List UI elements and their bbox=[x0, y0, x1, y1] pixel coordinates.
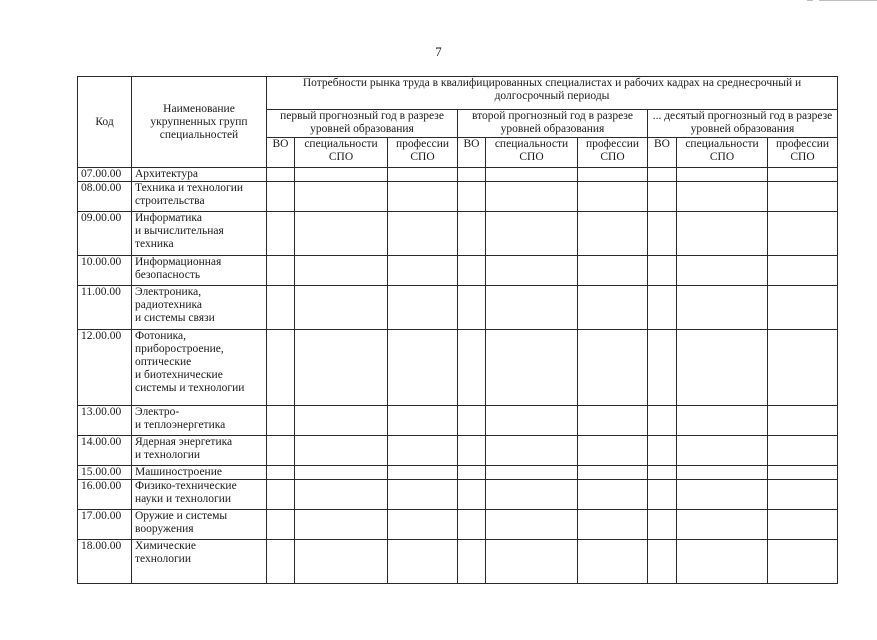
table-row bbox=[78, 212, 838, 256]
empty-value-cell bbox=[295, 510, 388, 540]
row-specialty-name: Информационная безопасность bbox=[132, 256, 267, 286]
empty-value-cell bbox=[458, 256, 486, 286]
empty-value-cell bbox=[295, 212, 388, 256]
empty-value-cell bbox=[388, 510, 458, 540]
empty-value-cell bbox=[677, 212, 768, 256]
row-specialty-name: Оружие и системы вооружения bbox=[132, 510, 267, 540]
empty-value-cell bbox=[388, 212, 458, 256]
header-specialty-group: Наименование укрупненных групп специальностей bbox=[132, 77, 267, 168]
empty-value-cell bbox=[768, 466, 838, 480]
empty-value-cell bbox=[768, 480, 838, 510]
empty-value-cell bbox=[677, 256, 768, 286]
table-row bbox=[78, 540, 838, 584]
empty-value-cell bbox=[677, 182, 768, 212]
empty-value-cell bbox=[388, 406, 458, 436]
empty-value-cell bbox=[578, 510, 648, 540]
row-specialty-name: Техника и технологии строительства bbox=[132, 182, 267, 212]
row-code: 07.00.00 bbox=[78, 168, 132, 182]
empty-value-cell bbox=[648, 256, 677, 286]
row-code: 18.00.00 bbox=[78, 540, 132, 584]
empty-value-cell bbox=[768, 168, 838, 182]
empty-value-cell bbox=[458, 182, 486, 212]
empty-value-cell bbox=[458, 406, 486, 436]
empty-value-cell bbox=[388, 540, 458, 584]
empty-value-cell bbox=[458, 510, 486, 540]
empty-value-cell bbox=[677, 540, 768, 584]
empty-value-cell bbox=[768, 406, 838, 436]
empty-value-cell bbox=[648, 436, 677, 466]
empty-value-cell bbox=[458, 286, 486, 330]
empty-value-cell bbox=[458, 330, 486, 406]
table-row bbox=[78, 286, 838, 330]
header-level-vo: ВО bbox=[458, 138, 486, 168]
empty-value-cell bbox=[578, 182, 648, 212]
header-level-professions-spo: профессии СПО bbox=[388, 138, 458, 168]
header-level-specialties-spo: специальности СПО bbox=[486, 138, 578, 168]
header-year-first: первый прогнозный год в разрезе уровней образования bbox=[267, 110, 458, 138]
empty-value-cell bbox=[458, 540, 486, 584]
empty-value-cell bbox=[486, 182, 578, 212]
empty-value-cell bbox=[458, 480, 486, 510]
empty-value-cell bbox=[648, 330, 677, 406]
table-row bbox=[78, 182, 838, 212]
empty-value-cell bbox=[486, 436, 578, 466]
empty-value-cell bbox=[267, 540, 295, 584]
empty-value-cell bbox=[648, 480, 677, 510]
empty-value-cell bbox=[677, 330, 768, 406]
empty-value-cell bbox=[768, 510, 838, 540]
header-level-vo: ВО bbox=[648, 138, 677, 168]
table-row bbox=[78, 256, 838, 286]
empty-value-cell bbox=[578, 330, 648, 406]
empty-value-cell bbox=[677, 480, 768, 510]
table-row bbox=[78, 480, 838, 510]
empty-value-cell bbox=[768, 436, 838, 466]
empty-value-cell bbox=[578, 480, 648, 510]
empty-value-cell bbox=[768, 212, 838, 256]
labor-market-needs-table bbox=[77, 76, 838, 584]
empty-value-cell bbox=[578, 540, 648, 584]
empty-value-cell bbox=[677, 406, 768, 436]
empty-value-cell bbox=[486, 330, 578, 406]
header-code: Код bbox=[78, 77, 132, 168]
row-code: 13.00.00 bbox=[78, 406, 132, 436]
row-code: 11.00.00 bbox=[78, 286, 132, 330]
empty-value-cell bbox=[648, 406, 677, 436]
empty-value-cell bbox=[578, 436, 648, 466]
empty-value-cell bbox=[388, 480, 458, 510]
page-number: 7 bbox=[435, 44, 442, 59]
row-specialty-name: Информатика и вычислительная техника bbox=[132, 212, 267, 256]
empty-value-cell bbox=[486, 510, 578, 540]
empty-value-cell bbox=[677, 510, 768, 540]
empty-value-cell bbox=[677, 466, 768, 480]
row-code: 10.00.00 bbox=[78, 256, 132, 286]
empty-value-cell bbox=[295, 168, 388, 182]
table-row bbox=[78, 330, 838, 406]
table-row bbox=[78, 168, 838, 182]
header-level-specialties-spo: специальности СПО bbox=[677, 138, 768, 168]
empty-value-cell bbox=[648, 540, 677, 584]
empty-value-cell bbox=[458, 466, 486, 480]
empty-value-cell bbox=[677, 436, 768, 466]
empty-value-cell bbox=[388, 256, 458, 286]
empty-value-cell bbox=[578, 256, 648, 286]
row-specialty-name: Химические технологии bbox=[132, 540, 267, 584]
header-level-professions-spo: профессии СПО bbox=[768, 138, 838, 168]
row-code: 17.00.00 bbox=[78, 510, 132, 540]
empty-value-cell bbox=[486, 168, 578, 182]
empty-value-cell bbox=[267, 168, 295, 182]
empty-value-cell bbox=[486, 212, 578, 256]
table-row bbox=[78, 510, 838, 540]
empty-value-cell bbox=[677, 286, 768, 330]
empty-value-cell bbox=[295, 466, 388, 480]
empty-value-cell bbox=[295, 286, 388, 330]
row-code: 16.00.00 bbox=[78, 480, 132, 510]
empty-value-cell bbox=[486, 466, 578, 480]
empty-value-cell bbox=[486, 286, 578, 330]
empty-value-cell bbox=[388, 466, 458, 480]
row-specialty-name: Ядерная энергетика и технологии bbox=[132, 436, 267, 466]
row-code: 09.00.00 bbox=[78, 212, 132, 256]
empty-value-cell bbox=[768, 540, 838, 584]
empty-value-cell bbox=[578, 466, 648, 480]
empty-value-cell bbox=[295, 182, 388, 212]
table-row bbox=[78, 436, 838, 466]
empty-value-cell bbox=[578, 406, 648, 436]
empty-value-cell bbox=[388, 330, 458, 406]
table-body bbox=[78, 168, 838, 584]
empty-value-cell bbox=[295, 436, 388, 466]
empty-value-cell bbox=[267, 286, 295, 330]
empty-value-cell bbox=[648, 182, 677, 212]
row-specialty-name: Физико-технические науки и технологии bbox=[132, 480, 267, 510]
empty-value-cell bbox=[768, 256, 838, 286]
row-specialty-name: Электро- и теплоэнергетика bbox=[132, 406, 267, 436]
table-row bbox=[78, 466, 838, 480]
header-year-tenth: ... десятый прогнозный год в разрезе уровней образования bbox=[648, 110, 838, 138]
empty-value-cell bbox=[768, 330, 838, 406]
empty-value-cell bbox=[578, 286, 648, 330]
empty-value-cell bbox=[458, 436, 486, 466]
empty-value-cell bbox=[458, 212, 486, 256]
empty-value-cell bbox=[578, 168, 648, 182]
empty-value-cell bbox=[267, 510, 295, 540]
empty-value-cell bbox=[388, 286, 458, 330]
empty-value-cell bbox=[486, 406, 578, 436]
header-labor-market-needs: Потребности рынка труда в квалифицированных специалистах и рабочих кадрах на среднесрочный и долгосрочный периоды bbox=[267, 77, 838, 110]
empty-value-cell bbox=[486, 540, 578, 584]
empty-value-cell bbox=[648, 168, 677, 182]
empty-value-cell bbox=[768, 182, 838, 212]
scan-edge-marks bbox=[807, 0, 877, 2]
empty-value-cell bbox=[295, 540, 388, 584]
empty-value-cell bbox=[267, 212, 295, 256]
row-code: 08.00.00 bbox=[78, 182, 132, 212]
empty-value-cell bbox=[295, 256, 388, 286]
row-specialty-name: Машиностроение bbox=[132, 466, 267, 480]
empty-value-cell bbox=[267, 256, 295, 286]
header-level-professions-spo: профессии СПО bbox=[578, 138, 648, 168]
empty-value-cell bbox=[768, 286, 838, 330]
empty-value-cell bbox=[388, 182, 458, 212]
row-specialty-name: Электроника, радиотехника и системы связи bbox=[132, 286, 267, 330]
empty-value-cell bbox=[648, 466, 677, 480]
empty-value-cell bbox=[295, 330, 388, 406]
empty-value-cell bbox=[388, 168, 458, 182]
header-level-specialties-spo: специальности СПО bbox=[295, 138, 388, 168]
empty-value-cell bbox=[458, 168, 486, 182]
empty-value-cell bbox=[267, 480, 295, 510]
row-code: 14.00.00 bbox=[78, 436, 132, 466]
empty-value-cell bbox=[648, 286, 677, 330]
row-specialty-name: Архитектура bbox=[132, 168, 267, 182]
empty-value-cell bbox=[295, 406, 388, 436]
empty-value-cell bbox=[295, 480, 388, 510]
empty-value-cell bbox=[267, 182, 295, 212]
row-code: 12.00.00 bbox=[78, 330, 132, 406]
header-year-second: второй прогнозный год в разрезе уровней образования bbox=[458, 110, 648, 138]
empty-value-cell bbox=[578, 212, 648, 256]
empty-value-cell bbox=[486, 480, 578, 510]
empty-value-cell bbox=[267, 436, 295, 466]
header-level-vo: ВО bbox=[267, 138, 295, 168]
empty-value-cell bbox=[388, 436, 458, 466]
empty-value-cell bbox=[267, 330, 295, 406]
empty-value-cell bbox=[267, 466, 295, 480]
empty-value-cell bbox=[267, 406, 295, 436]
empty-value-cell bbox=[648, 510, 677, 540]
table-row bbox=[78, 406, 838, 436]
row-code: 15.00.00 bbox=[78, 466, 132, 480]
empty-value-cell bbox=[677, 168, 768, 182]
empty-value-cell bbox=[486, 256, 578, 286]
empty-value-cell bbox=[648, 212, 677, 256]
row-specialty-name: Фотоника, приборостроение, оптические и биотехнические системы и технологии bbox=[132, 330, 267, 406]
